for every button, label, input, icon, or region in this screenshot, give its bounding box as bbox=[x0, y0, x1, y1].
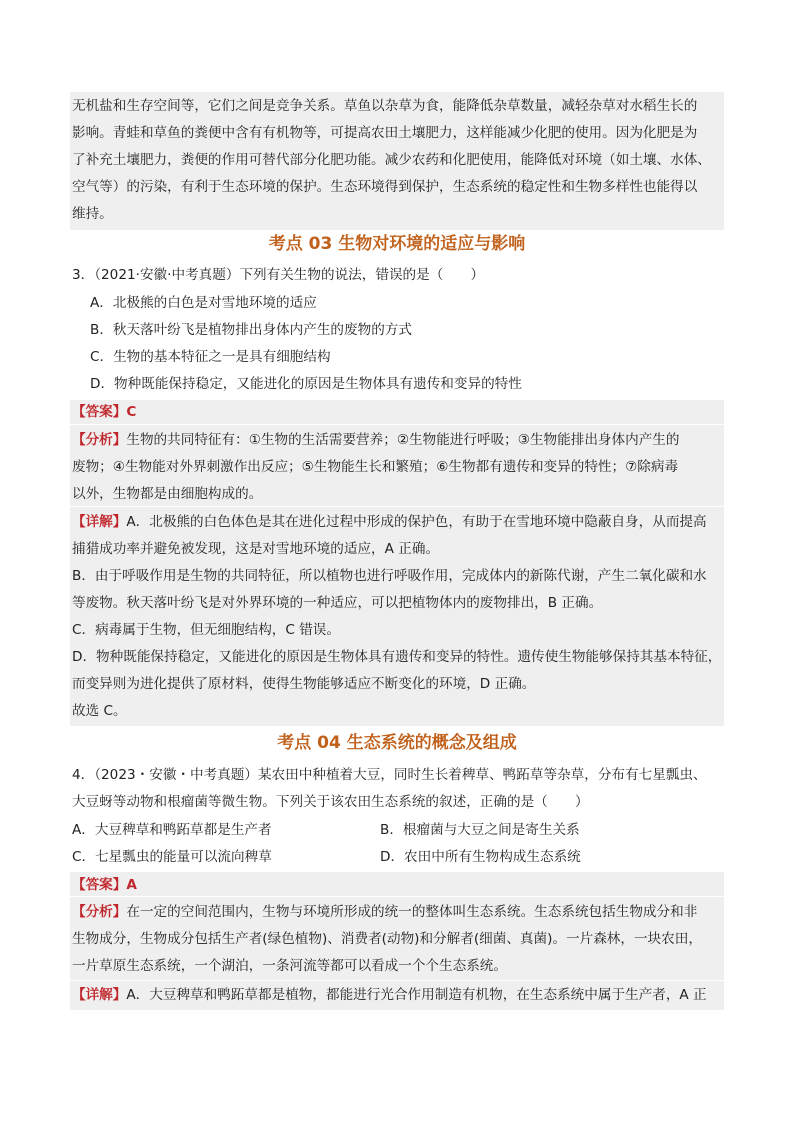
paragraph-line: 了补充土壤肥力，粪便的作用可替代部分化肥功能。减少农药和化肥使用，能降低对环境（如土壤、水体、 bbox=[72, 152, 711, 168]
option-a: A．北极熊的白色是对雪地环境的适应 bbox=[90, 295, 317, 311]
answer-row bbox=[72, 402, 136, 422]
detail-line: D．物种既能保持稳定，又能进化的原因是生物体具有遗传和变异的特性。遗传使生物能够保持其基本特征， bbox=[72, 649, 722, 665]
paragraph-line: 无机盐和生存空间等，它们之间是竞争关系。草鱼以杂草为食，能降低杂草数量，减轻杂草对水稻生长的 bbox=[72, 98, 698, 114]
option-c: C．七星瓢虫的能量可以流向稗草 bbox=[72, 849, 272, 865]
option-c: C．生物的基本特征之一是具有细胞结构 bbox=[90, 349, 331, 365]
divider bbox=[70, 980, 724, 981]
option-d: D．物种既能保持稳定，又能进化的原因是生物体具有遗传和变异的特性 bbox=[90, 376, 522, 392]
detail-line: 而变异则为进化提供了原材料，使得生物能够适应不断变化的环境，D 正确。 bbox=[72, 676, 536, 692]
analysis-line: 以外，生物都是由细胞构成的。 bbox=[72, 486, 263, 502]
analysis-line: 一片草原生态系统，一个湖泊，一条河流等都可以看成一个个生态系统。 bbox=[72, 958, 507, 974]
analysis-label: 【分析】 bbox=[72, 432, 127, 448]
option-b: B．根瘤菌与大豆之间是寄生关系 bbox=[380, 822, 580, 838]
detail-line: C．病毒属于生物，但无细胞结构，C 错误。 bbox=[72, 622, 340, 638]
detail-text: A．北极熊的白色体色是其在进化过程中形成的保护色，有助于在雪地环境中隐蔽自身，从而提高 bbox=[126, 514, 707, 530]
paragraph-line: 空气等）的污染，有利于生态环境的保护。生态环境得到保护，生态系统的稳定性和生物多样性也能得以 bbox=[72, 179, 698, 195]
detail-line: 等废物。秋天落叶纷飞是对外界环境的一种适应，可以把植物体内的废物排出，B 正确。 bbox=[72, 595, 603, 611]
question-stem: 3．（2021·安徽·中考真题）下列有关生物的说法，错误的是（ ） bbox=[72, 267, 485, 283]
divider bbox=[70, 896, 724, 897]
detail-line: 故选 C。 bbox=[72, 703, 127, 719]
detail-line bbox=[72, 985, 707, 1005]
analysis-text: 生物的共同特征有：①生物的生活需要营养；②生物能进行呼吸；③生物能排出身体内产生的 bbox=[126, 432, 680, 448]
divider bbox=[70, 506, 724, 507]
answer-row bbox=[72, 875, 137, 895]
answer-label: 【答案】 bbox=[72, 877, 127, 893]
answer-value: C bbox=[126, 404, 137, 420]
section-heading: 考点 03 生物对环境的适应与影响 bbox=[268, 234, 526, 254]
detail-line bbox=[72, 512, 707, 532]
detail-line: 捕猎成功率并避免被发现，这是对雪地环境的适应，A 正确。 bbox=[72, 541, 440, 557]
divider bbox=[70, 424, 724, 425]
analysis-line: 生物成分，生物成分包括生产者(绿色植物)、消费者(动物)和分解者(细菌、真菌)。一片森林，一块农田， bbox=[72, 931, 702, 947]
paragraph-line: 影响。青蛙和草鱼的粪便中含有有机物等，可提高农田土壤肥力，这样能减少化肥的使用。因为化肥是为 bbox=[72, 125, 698, 141]
detail-text: A．大豆稗草和鸭跖草都是植物，都能进行光合作用制造有机物，在生态系统中属于生产者，A 正 bbox=[126, 987, 707, 1003]
analysis-line: 废物；④生物能对外界刺激作出反应；⑤生物能生长和繁殖；⑥生物都有遗传和变异的特性；⑦除病毒 bbox=[72, 459, 679, 475]
analysis-label: 【分析】 bbox=[72, 904, 127, 920]
option-d: D．农田中所有生物构成生态系统 bbox=[380, 849, 581, 865]
analysis-line bbox=[72, 430, 680, 450]
answer-value: A bbox=[126, 877, 137, 893]
detail-label: 【详解】 bbox=[72, 514, 127, 530]
answer-label: 【答案】 bbox=[72, 404, 127, 420]
question-stem: 4．（2023・安徽・中考真题）某农田中种植着大豆，同时生长着稗草、鸭跖草等杂草，分布有七星瓢虫、 bbox=[72, 767, 707, 783]
detail-line: B．由于呼吸作用是生物的共同特征，所以植物也进行呼吸作用，完成体内的新陈代谢，产生二氧化碳和水 bbox=[72, 568, 707, 584]
section-heading: 考点 04 生态系统的概念及组成 bbox=[277, 733, 517, 753]
analysis-text: 在一定的空间范围内，生物与环境所形成的统一的整体叫生态系统。生态系统包括生物成分和非 bbox=[126, 904, 698, 920]
detail-label: 【详解】 bbox=[72, 987, 127, 1003]
paragraph-line: 维持。 bbox=[72, 206, 113, 222]
option-a: A．大豆稗草和鸭跖草都是生产者 bbox=[72, 822, 272, 838]
question-stem: 大豆蚜等动物和根瘤菌等微生物。下列关于该农田生态系统的叙述，正确的是（ ） bbox=[72, 794, 589, 810]
option-b: B．秋天落叶纷飞是植物排出身体内产生的废物的方式 bbox=[90, 322, 412, 338]
analysis-line bbox=[72, 902, 697, 922]
